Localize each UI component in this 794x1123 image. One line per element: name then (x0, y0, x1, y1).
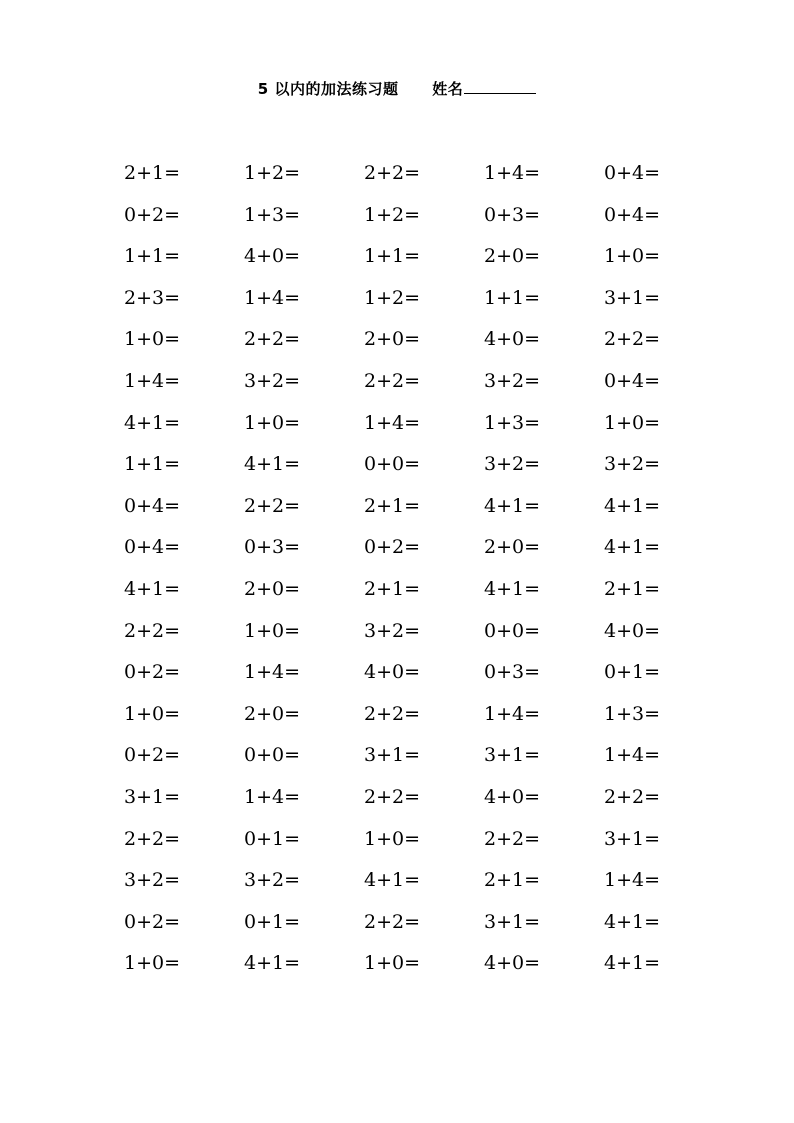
addition-problem: 4+1= (484, 577, 541, 600)
addition-problem: 2+2= (244, 328, 301, 351)
addition-problem: 0+1= (244, 827, 301, 850)
addition-problem: 1+2= (364, 286, 421, 309)
addition-problem: 0+2= (124, 203, 181, 226)
addition-problem: 1+0= (124, 328, 181, 351)
addition-problem: 0+1= (244, 910, 301, 933)
addition-problem: 1+1= (124, 245, 181, 268)
addition-problem: 3+2= (244, 869, 301, 892)
addition-problem: 2+0= (244, 577, 301, 600)
addition-problem: 2+0= (364, 328, 421, 351)
addition-problem: 4+0= (484, 952, 541, 975)
addition-problem: 1+1= (364, 245, 421, 268)
addition-problem: 0+3= (244, 536, 301, 559)
addition-problem: 1+4= (124, 369, 181, 392)
problem-grid (124, 160, 724, 992)
addition-problem: 2+3= (124, 286, 181, 309)
addition-problem: 1+0= (364, 827, 421, 850)
addition-problem: 3+2= (124, 869, 181, 892)
addition-problem: 1+0= (124, 702, 181, 725)
addition-problem: 0+2= (124, 661, 181, 684)
addition-problem: 0+4= (124, 536, 181, 559)
addition-problem: 2+1= (604, 577, 661, 600)
addition-problem: 3+1= (124, 785, 181, 808)
addition-problem: 1+2= (244, 162, 301, 184)
worksheet-title: 5 以内的加法练习题 (257, 80, 399, 98)
addition-problem: 0+3= (484, 203, 541, 226)
addition-problem: 4+1= (604, 494, 661, 517)
addition-problem: 3+2= (604, 453, 661, 476)
addition-problem: 1+0= (244, 411, 301, 434)
addition-problem: 1+4= (244, 785, 301, 808)
addition-problem: 2+0= (244, 702, 301, 725)
addition-problem: 3+2= (364, 619, 421, 642)
addition-problem: 4+1= (484, 494, 541, 517)
addition-problem: 1+3= (484, 411, 541, 434)
addition-problem: 2+2= (364, 369, 421, 392)
addition-problem: 0+0= (364, 453, 421, 476)
worksheet-header (0, 78, 794, 99)
addition-problem: 1+3= (244, 203, 301, 226)
addition-problem: 0+2= (364, 536, 421, 559)
addition-problem: 3+1= (484, 910, 541, 933)
addition-problem: 3+2= (244, 369, 301, 392)
addition-problem: 1+4= (604, 869, 661, 892)
addition-problem: 1+0= (364, 952, 421, 975)
addition-problem: 2+2= (364, 785, 421, 808)
addition-problem: 1+1= (124, 453, 181, 476)
addition-problem: 0+2= (124, 910, 181, 933)
addition-problem: 1+4= (484, 702, 541, 725)
addition-problem: 1+4= (604, 744, 661, 767)
addition-problem: 2+0= (484, 536, 541, 559)
addition-problem: 0+0= (484, 619, 541, 642)
addition-problem: 0+4= (604, 369, 661, 392)
addition-problem: 2+2= (604, 785, 661, 808)
addition-problem: 0+4= (604, 203, 661, 226)
addition-problem: 1+4= (484, 162, 541, 184)
addition-problem: 4+1= (124, 577, 181, 600)
addition-problem: 4+1= (604, 952, 661, 975)
addition-problem: 0+4= (604, 162, 661, 184)
addition-problem: 2+2= (484, 827, 541, 850)
addition-problem: 4+0= (484, 785, 541, 808)
addition-problem: 3+1= (604, 286, 661, 309)
addition-problem: 4+0= (604, 619, 661, 642)
addition-problem: 4+0= (484, 328, 541, 351)
addition-problem: 2+2= (604, 328, 661, 351)
name-label: 姓名 (432, 80, 464, 98)
addition-problem: 1+1= (484, 286, 541, 309)
addition-problem: 1+4= (244, 661, 301, 684)
addition-problem: 1+0= (124, 952, 181, 975)
addition-problem: 2+1= (124, 162, 181, 184)
addition-problem: 0+0= (244, 744, 301, 767)
addition-problem: 3+2= (484, 369, 541, 392)
addition-problem: 4+0= (244, 245, 301, 268)
addition-problem: 4+1= (244, 952, 301, 975)
addition-problem: 2+2= (244, 494, 301, 517)
addition-problem: 1+3= (604, 702, 661, 725)
addition-problem: 2+2= (124, 619, 181, 642)
addition-problem: 2+2= (364, 162, 421, 184)
addition-problem: 2+0= (484, 245, 541, 268)
addition-problem: 3+1= (604, 827, 661, 850)
addition-problem: 2+1= (484, 869, 541, 892)
addition-problem: 0+2= (124, 744, 181, 767)
addition-problem: 1+0= (604, 411, 661, 434)
addition-problem: 1+2= (364, 203, 421, 226)
addition-problem: 3+1= (484, 744, 541, 767)
addition-problem: 4+1= (364, 869, 421, 892)
addition-problem: 1+4= (244, 286, 301, 309)
addition-problem: 2+1= (364, 577, 421, 600)
name-blank-line[interactable] (464, 79, 536, 94)
addition-problem: 0+4= (124, 494, 181, 517)
addition-problem: 1+0= (604, 245, 661, 268)
addition-problem: 4+1= (604, 536, 661, 559)
addition-problem: 1+4= (364, 411, 421, 434)
addition-problem: 4+1= (124, 411, 181, 434)
addition-problem: 4+1= (244, 453, 301, 476)
addition-problem: 2+2= (364, 910, 421, 933)
addition-problem: 0+3= (484, 661, 541, 684)
addition-problem: 1+0= (244, 619, 301, 642)
addition-problem: 3+1= (364, 744, 421, 767)
addition-problem: 4+0= (364, 661, 421, 684)
addition-problem: 2+2= (364, 702, 421, 725)
addition-problem: 3+2= (484, 453, 541, 476)
addition-problem: 4+1= (604, 910, 661, 933)
addition-problem: 2+1= (364, 494, 421, 517)
addition-problem: 2+2= (124, 827, 181, 850)
addition-problem: 0+1= (604, 661, 661, 684)
